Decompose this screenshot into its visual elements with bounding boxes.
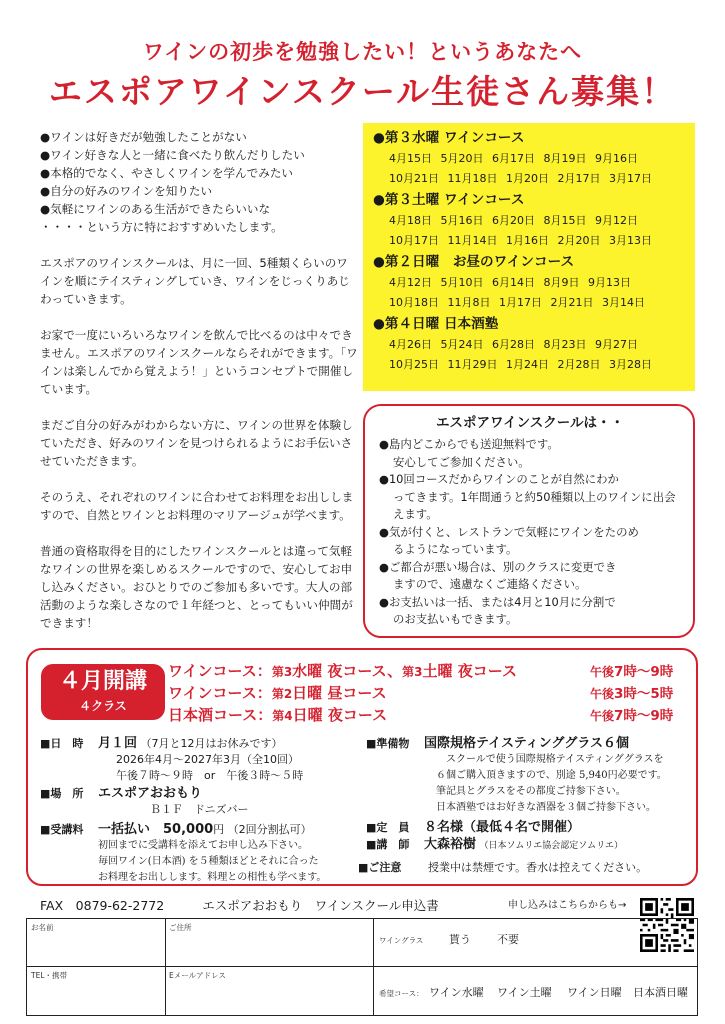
time-prefix: 午後 xyxy=(590,687,615,701)
feature-text: ●ご都合が悪い場合は、別のクラスに変更でき xyxy=(379,559,617,574)
course-week: 第4 xyxy=(272,709,293,723)
datetime-block xyxy=(40,736,303,784)
feature-item xyxy=(379,524,681,559)
date-row: 4月18日 5月16日 6月20日 8月15日 9月12日 xyxy=(389,214,638,227)
feature-item xyxy=(379,559,681,594)
intro-paragraph: まだご自分の好みがわからない方に、ワインの世界を体験していただき、好みのワインを見つけられるようにお手伝いさせていただきます。 xyxy=(40,418,353,468)
detail-label: ■ご注意 xyxy=(358,861,402,874)
detail-line: お料理をお出しします。料理との相性も学べます。 xyxy=(98,872,327,883)
course-line xyxy=(168,682,688,704)
time-range: 7時～9時 xyxy=(614,664,674,680)
detail-value: ８名様（最低４名で開催） xyxy=(424,820,581,835)
date-row: 10月17日 11月14日 1月16日 2月20日 3月13日 xyxy=(389,234,652,247)
check-item: ・・・・という方に特におすすめいたします。 xyxy=(40,220,283,234)
lecturer-block xyxy=(366,837,623,854)
check-list xyxy=(40,128,358,236)
detail-note: （7月と12月はお休みです） xyxy=(140,737,283,750)
badge-sub: ４クラス xyxy=(79,699,127,713)
badge-main: ４月開講 xyxy=(58,669,147,694)
april-course-box xyxy=(26,648,698,886)
detail-value: 一括払い 50,000 xyxy=(98,822,214,837)
course-time xyxy=(590,704,673,724)
time-prefix: 午後 xyxy=(590,709,615,723)
time-range: 3時～5時 xyxy=(614,686,674,702)
course-day: 水曜 夜コース、 xyxy=(292,662,403,680)
detail-value: 授業中は禁煙です。香水は控えてください。 xyxy=(428,861,648,874)
name-label: お名前 xyxy=(31,923,54,932)
course-title: ●第３土曜 ワインコース xyxy=(373,192,525,208)
feature-text: ●島内どこからでも送迎無料です。 xyxy=(379,437,559,451)
course-title: ●第４日曜 日本酒塾 xyxy=(373,316,499,332)
check-item: ●自分の好みのワインを知りたい xyxy=(40,184,213,198)
intro-column xyxy=(40,128,358,632)
course-day: 土曜 夜コース xyxy=(422,662,517,680)
course-week: 第3 xyxy=(271,665,293,679)
schedule-box xyxy=(363,123,695,391)
feature-text: ●お支払いは一括、または4月と10月に分割で xyxy=(379,594,616,609)
detail-value: 大森裕樹 xyxy=(424,837,477,852)
detail-line: 筆記具とグラスをその都度ご持参下さい。 xyxy=(436,786,626,797)
course-week: 第2 xyxy=(271,687,293,701)
date-row: 4月26日 5月24日 6月28日 8月23日 9月27日 xyxy=(389,338,638,351)
fee-block xyxy=(40,822,326,886)
feature-item xyxy=(379,471,681,524)
fax-number: FAX 0879-62-2772 xyxy=(40,898,165,913)
course-label: 希望コース： xyxy=(379,989,424,998)
detail-value: 月１回 xyxy=(98,736,138,751)
detail-line: 午後７時～９時 or 午後３時～５時 xyxy=(116,769,304,782)
tel-label: TEL・携帯 xyxy=(31,971,67,980)
glass-option-none[interactable]: 不要 xyxy=(497,933,519,946)
feature-text: のお支払いもできます。 xyxy=(393,612,518,626)
email-label: Eメールアドレス xyxy=(169,971,226,980)
intro-paragraph: お家で一度にいろいろなワインを飲んで比べるのは中々できません。エスポアのワインスクールならそれができます。「ワインは楽しんでから覚えよう！」というコンセプトで開催しています。 xyxy=(40,328,358,396)
detail-line: 2026年4月～2027年3月（全10回） xyxy=(116,753,299,766)
glass-label: ワイングラス xyxy=(379,936,424,945)
features-box xyxy=(363,404,695,638)
detail-label: ■準備物 xyxy=(366,737,410,750)
check-item: ●ワイン好きな人と一緒に食べたり飲んだりしたい xyxy=(40,148,305,162)
course-option-sat[interactable]: ワイン土曜 xyxy=(497,986,552,999)
check-item: ●本格的でなく、やさしくワインを学んでみたい xyxy=(40,166,294,180)
course-option-sun[interactable]: ワイン日曜 xyxy=(567,986,622,999)
course-option-wed[interactable]: ワイン水曜 xyxy=(429,986,484,999)
detail-label: ■場 所 xyxy=(40,787,84,800)
intro-paragraph: エスポアのワインスクールは、月に一回、5種類くらいのワインを順にテイスティングしていき、ワインをじっくりあじわっていきます。 xyxy=(40,256,350,306)
intro-paragraph: 普通の資格取得を目的にしたワインスクールとは違って気軽なワインの世界を楽しめるスクールですので、安心してお申し込みください。おひとりでのご参加も多いです。大人の部活動のような楽しさなので１年経つと、とってもいい仲間ができます！ xyxy=(40,544,353,630)
feature-text: ●10回コースだからワインのことが自然にわか xyxy=(379,472,619,486)
detail-unit: 円 xyxy=(213,823,225,836)
check-item: ●気軽にワインのある生活ができたらいいな xyxy=(40,202,271,216)
course-option-sake[interactable]: 日本酒日曜 xyxy=(633,986,688,999)
feature-item xyxy=(379,594,681,629)
detail-line: 日本酒塾ではお好きな酒器を３個ご持参下さい。 xyxy=(436,802,656,813)
course-name: ワインコース： xyxy=(168,662,272,680)
notice-block xyxy=(358,860,647,876)
capacity-block xyxy=(366,820,580,836)
check-item: ●ワインは好きだが勉強したことがない xyxy=(40,130,247,144)
course-line xyxy=(168,660,688,682)
detail-value: 国際規格テイスティンググラス６個 xyxy=(424,736,630,751)
feature-text: ●気が付くと、レストランで気軽にワインをたのめ xyxy=(379,524,639,539)
fax-header xyxy=(40,896,439,914)
detail-label: ■受講料 xyxy=(40,823,84,836)
feature-item xyxy=(379,436,681,471)
detail-line: 初回までに受講料を添えてお申し込み下さい。 xyxy=(98,840,308,851)
detail-value: エスポアおおもり xyxy=(98,786,203,801)
schedule-course xyxy=(373,313,685,375)
feature-text: るようになっています。 xyxy=(393,542,518,556)
course-line xyxy=(168,704,688,726)
time-prefix: 午後 xyxy=(590,665,615,679)
feature-text: ってきます。1年間通うと約50種類以上のワインに出会えます。 xyxy=(393,489,676,521)
date-row: 10月21日 11月18日 1月20日 2月17日 3月17日 xyxy=(389,172,652,185)
main-title: エスポアワインスクール生徒さん募集！ xyxy=(48,72,677,111)
schedule-course xyxy=(373,127,685,189)
features-title: エスポアワインスクールは・・ xyxy=(436,415,624,431)
detail-line: 毎回ワイン(日本酒) を５種類ほどとそれに合った xyxy=(98,856,319,867)
date-row: 4月15日 5月20日 6月17日 8月19日 9月16日 xyxy=(389,152,638,165)
application-form xyxy=(26,896,698,1016)
time-range: 7時～9時 xyxy=(614,708,674,724)
feature-text: ますので、遠慮なくご連絡ください。 xyxy=(393,577,587,591)
course-title: ●第２日曜 お昼のワインコース xyxy=(373,254,575,270)
course-time xyxy=(590,682,673,702)
equipment-block xyxy=(366,736,667,816)
date-row: 4月12日 5月10日 6月14日 8月9日 9月13日 xyxy=(389,276,631,289)
course-day: 日曜 夜コース xyxy=(292,706,388,724)
detail-line: スクールで使う国際規格テイスティンググラスを xyxy=(446,754,664,765)
course-day: 日曜 昼コース xyxy=(292,684,387,702)
qr-note: 申し込みはこちらからも→ xyxy=(508,900,627,911)
subtitle: ワインの初歩を勉強したい！というあなたへ xyxy=(142,40,583,64)
course-name: ワインコース： xyxy=(168,684,272,702)
date-row: 10月18日 11月8日 1月17日 2月21日 3月14日 xyxy=(389,296,645,309)
detail-label: ■定 員 xyxy=(366,821,410,834)
date-row: 10月25日 11月29日 1月24日 2月28日 3月28日 xyxy=(389,358,652,371)
course-name: 日本酒コース： xyxy=(168,706,273,724)
detail-note: （日本ソムリエ協会認定ソムリエ） xyxy=(479,841,623,851)
detail-label: ■講 師 xyxy=(366,838,410,851)
glass-option-get[interactable]: 貰う xyxy=(449,933,471,946)
course-time xyxy=(590,660,673,680)
address-label: ご住所 xyxy=(169,923,192,932)
detail-line: Ｂ１Ｆ ドニズバー xyxy=(150,803,249,816)
course-title: ●第３水曜 ワインコース xyxy=(373,130,525,146)
detail-note: （2回分割払可） xyxy=(227,823,312,836)
feature-text: 安心してご参加ください。 xyxy=(393,454,530,469)
intro-paragraph: そのうえ、それぞれのワインに合わせてお料理をお出ししますので、自然とワインとお料理のマリアージュが学べます。 xyxy=(40,490,354,522)
detail-label: ■日 時 xyxy=(40,737,84,750)
form-title: エスポアおおもり ワインスクール申込書 xyxy=(202,898,439,913)
course-week: 第3 xyxy=(402,665,423,679)
place-block xyxy=(40,786,249,818)
form-table xyxy=(26,918,698,1016)
schedule-course xyxy=(373,251,685,313)
april-badge xyxy=(41,664,165,720)
schedule-course xyxy=(373,189,685,251)
detail-line: ６個ご購入頂きますので、別途 5,940円必要です。 xyxy=(436,770,667,781)
